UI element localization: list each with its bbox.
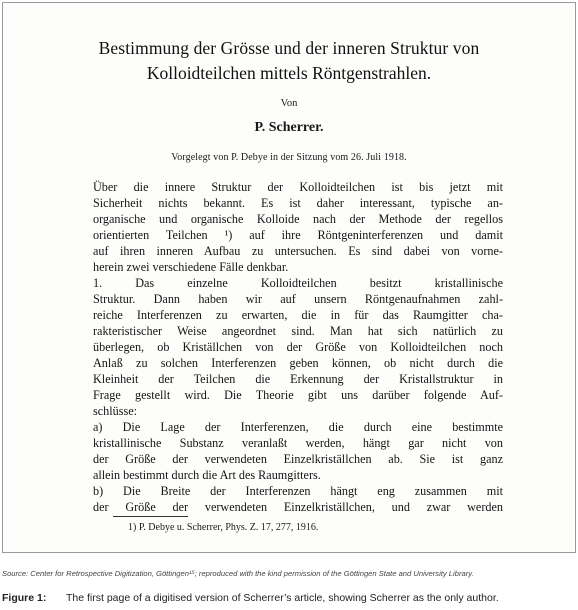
figure-caption-label: Figure 1: bbox=[2, 592, 47, 604]
article-title-line-2: Kolloidteilchen mittels Röntgenstrahlen. bbox=[146, 63, 432, 83]
figure-caption-text: The first page of a digitised version of Scherrer’s article, showing Scherrer as the only author. bbox=[66, 592, 499, 604]
footnote: 1) P. Debye u. Scherrer, Phys. Z. 17, 277, 1916. bbox=[128, 522, 319, 533]
body-line: b) Die Breite der Interferenzen hängt eng zusammen mit bbox=[93, 484, 503, 498]
body-line: kristallinische Substanz veranlaßt werden, hängt gar nicht von bbox=[93, 436, 503, 450]
body-line: Über die innere Struktur der Kolloidteilchen ist bis jetzt mit bbox=[93, 180, 503, 194]
presented-by-line: Vorgelegt von P. Debye in der Sitzung vom 26. Juli 1918. bbox=[171, 152, 407, 163]
body-line: 1. Das einzelne Kolloidteilchen besitzt kristallinische bbox=[93, 276, 503, 290]
body-line: Sicherheit nichts bekannt. Es ist daher interessant, typische an- bbox=[93, 196, 503, 210]
body-line: der Größe der verwendeten Einzelkriställchen ab. Sie ist ganz bbox=[93, 452, 503, 466]
footnote-rule bbox=[113, 516, 188, 517]
body-line: Struktur. Dann haben wir auf unsern Röntgenaufnahmen zahl- bbox=[93, 292, 503, 306]
body-line: überlegen, ob Kriställchen von der Größe von Kolloidteilchen noch bbox=[93, 340, 503, 354]
body-line: der Größe der verwendeten Einzelkriställchen, und zwar werden bbox=[93, 500, 503, 514]
von-label: Von bbox=[280, 98, 298, 109]
author-name: P. Scherrer. bbox=[254, 120, 324, 135]
body-line: auf ihren inneren Aufbau zu untersuchen. Es sind dabei von vorne- bbox=[93, 244, 503, 258]
body-line: herein zwei verschiedene Fälle denkbar. bbox=[93, 260, 289, 274]
body-line: Anlaß zu solchen Interferenzen geben können, ob nicht durch die bbox=[93, 356, 503, 370]
body-line: a) Die Lage der Interferenzen, die durch eine bestimmte bbox=[93, 420, 503, 434]
source-note: Source: Center for Retrospective Digitization, Göttingen¹⁵; reproduced with the kind permission of the Göttingen State and University Library. bbox=[2, 569, 474, 578]
body-line: allein bestimmt durch die Art des Raumgitters. bbox=[93, 468, 321, 482]
body-line: reiche Interferenzen zu erwarten, die in für das Raumgitter cha- bbox=[93, 308, 503, 322]
body-line: Frage gestellt wird. Die Theorie gibt uns darüber folgende Auf- bbox=[93, 388, 503, 402]
body-line: organische und organische Kolloide nach der Methode der regellos bbox=[93, 212, 503, 226]
scanned-article-page bbox=[2, 2, 576, 553]
body-line: Kleinheit der Teilchen die Erkennung der Kristallstruktur in bbox=[93, 372, 503, 386]
body-line: schlüsse: bbox=[93, 404, 138, 418]
body-line: rakteristischer Weise angeordnet sind. Man hat sich natürlich zu bbox=[93, 324, 503, 338]
figure-caption bbox=[2, 592, 576, 604]
article-title-line-1: Bestimmung der Grösse und der inneren Struktur von bbox=[98, 38, 480, 58]
body-line: orientierten Teilchen ¹) auf ihre Röntgeninterferenzen und damit bbox=[93, 228, 503, 242]
